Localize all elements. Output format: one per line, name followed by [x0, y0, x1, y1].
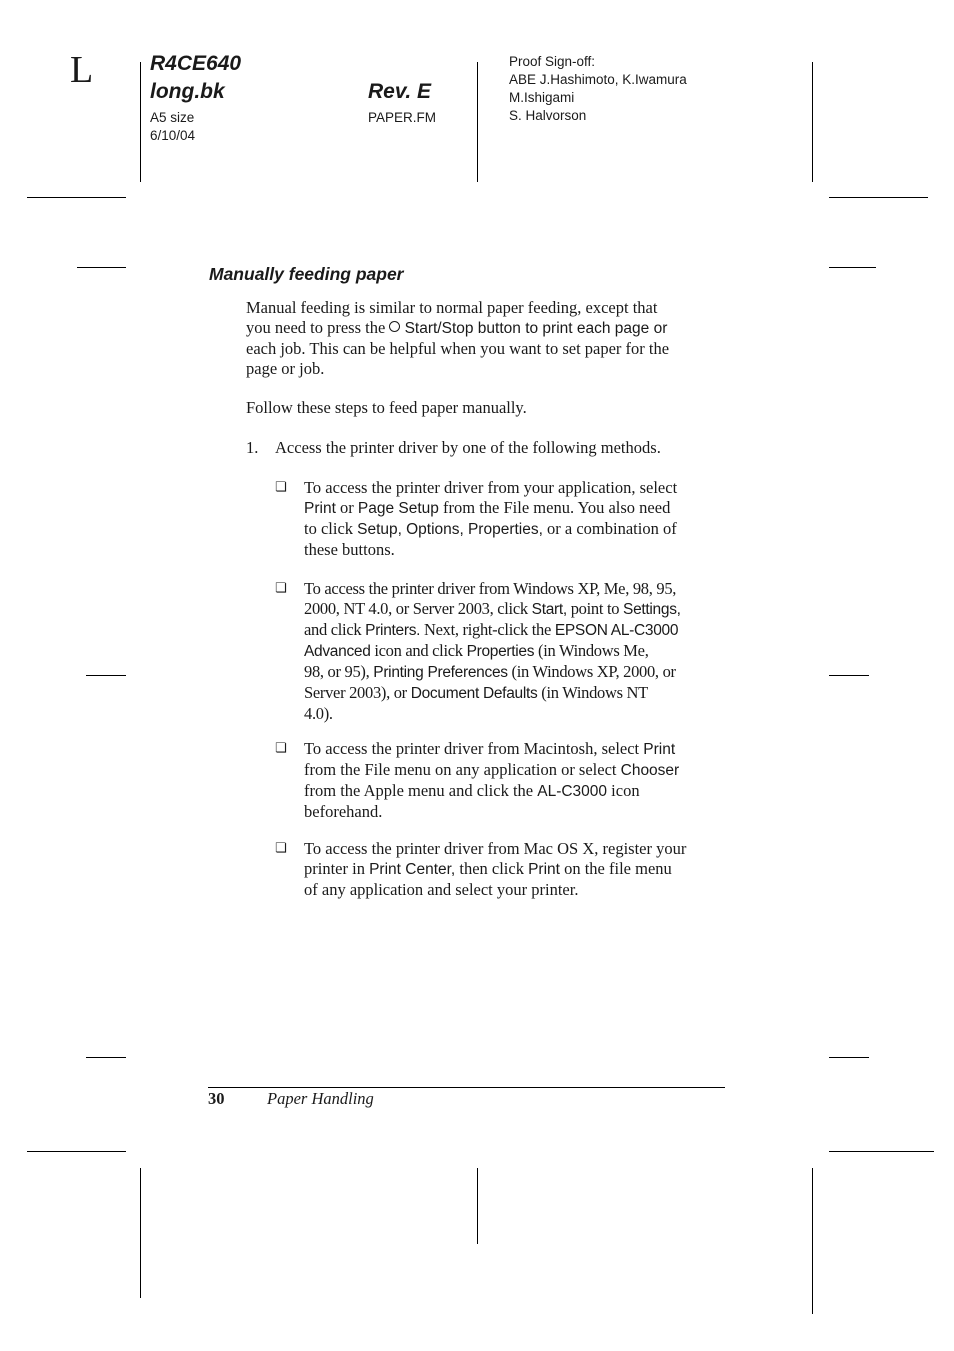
page-number: 30 — [208, 1089, 225, 1108]
bullet-item-3: To access the printer driver from Macintosh, select Print from the File menu on any application or select Chooser from the Apple menu and click the AL-C3000 icon beforehand. — [304, 739, 680, 821]
crop-mark-right-1 — [829, 267, 876, 268]
header-rule-left — [140, 62, 141, 182]
follow-steps-text: Follow these steps to feed paper manually. — [246, 398, 527, 417]
crop-mark-bottom-left — [27, 1151, 126, 1152]
bullet-item-1: To access the printer driver from your application, select Print or Page Setup from the File menu. You also need to click Setup, Options, Properties, or a combination of these buttons. — [304, 478, 678, 559]
section-title: Manually feeding paper — [209, 264, 404, 284]
bullet-item-4: To access the printer driver from Mac OS X, register your printer in Print Center, then click Print on the file menu of any application and select your printer. — [304, 839, 687, 899]
checkbox-icon: ❏ — [275, 741, 287, 756]
step-number: 1. — [246, 438, 259, 457]
doc-id: R4CE640 — [150, 52, 242, 75]
crop-mark-right-2 — [829, 675, 869, 676]
book-name: long.bk — [150, 80, 225, 103]
proof-line-1: ABE J.Hashimoto, K.Iwamura — [509, 72, 687, 87]
crop-mark-bottom-right — [829, 1151, 934, 1152]
intro-line-4: page or job. — [246, 359, 325, 378]
header-rule-right — [812, 62, 813, 182]
file-name: PAPER.FM — [368, 110, 437, 125]
proof-title: Proof Sign-off: — [509, 54, 596, 69]
bullet-item-2: To access the printer driver from Windows XP, Me, 98, 95, 2000, NT 4.0, or Server 2003, click Start, point to Settings, and click Printers. Next, right-click the EPSON AL-C3000 Advanced icon and click Properties (in Windows Me, 98, or 95), Printing Preferences (in Windows XP, 2000, or Server 2003), or Document Defaults (in Windows NT 4.0). — [304, 579, 681, 723]
proof-line-3: S. Halvorson — [509, 108, 587, 123]
intro-line-2: you need to press the Start/Stop button to print each page or — [246, 318, 668, 337]
checkbox-icon: ❏ — [275, 841, 287, 856]
footer-rule-middle — [477, 1168, 478, 1244]
revision: Rev. E — [368, 80, 432, 103]
page-size: A5 size — [150, 110, 195, 125]
intro-line-1: Manual feeding is similar to normal paper feeding, except that — [246, 298, 658, 317]
crop-mark-left-2 — [86, 675, 126, 676]
crop-mark-left-3 — [86, 1057, 126, 1058]
checkbox-icon: ❏ — [275, 581, 287, 596]
crop-mark-top-right — [829, 197, 928, 198]
footer-rule-right — [812, 1168, 813, 1314]
intro-paragraph — [246, 298, 726, 379]
intro-line-3: each job. This can be helpful when you want to set paper for the — [246, 339, 670, 358]
step-text: Access the printer driver by one of the following methods. — [275, 438, 661, 457]
corner-letter: L — [70, 49, 94, 91]
chapter-title: Paper Handling — [267, 1089, 374, 1108]
header-rule-middle — [477, 62, 478, 182]
footer-rule-left — [140, 1168, 141, 1298]
checkbox-icon: ❏ — [275, 480, 287, 495]
crop-mark-right-3 — [829, 1057, 869, 1058]
footer-rule — [208, 1087, 725, 1088]
proof-line-2: M.Ishigami — [509, 90, 575, 105]
crop-mark-left-1 — [77, 267, 126, 268]
crop-mark-top-left — [27, 197, 126, 198]
print-date: 6/10/04 — [150, 128, 196, 143]
start-stop-button-icon — [389, 321, 400, 332]
